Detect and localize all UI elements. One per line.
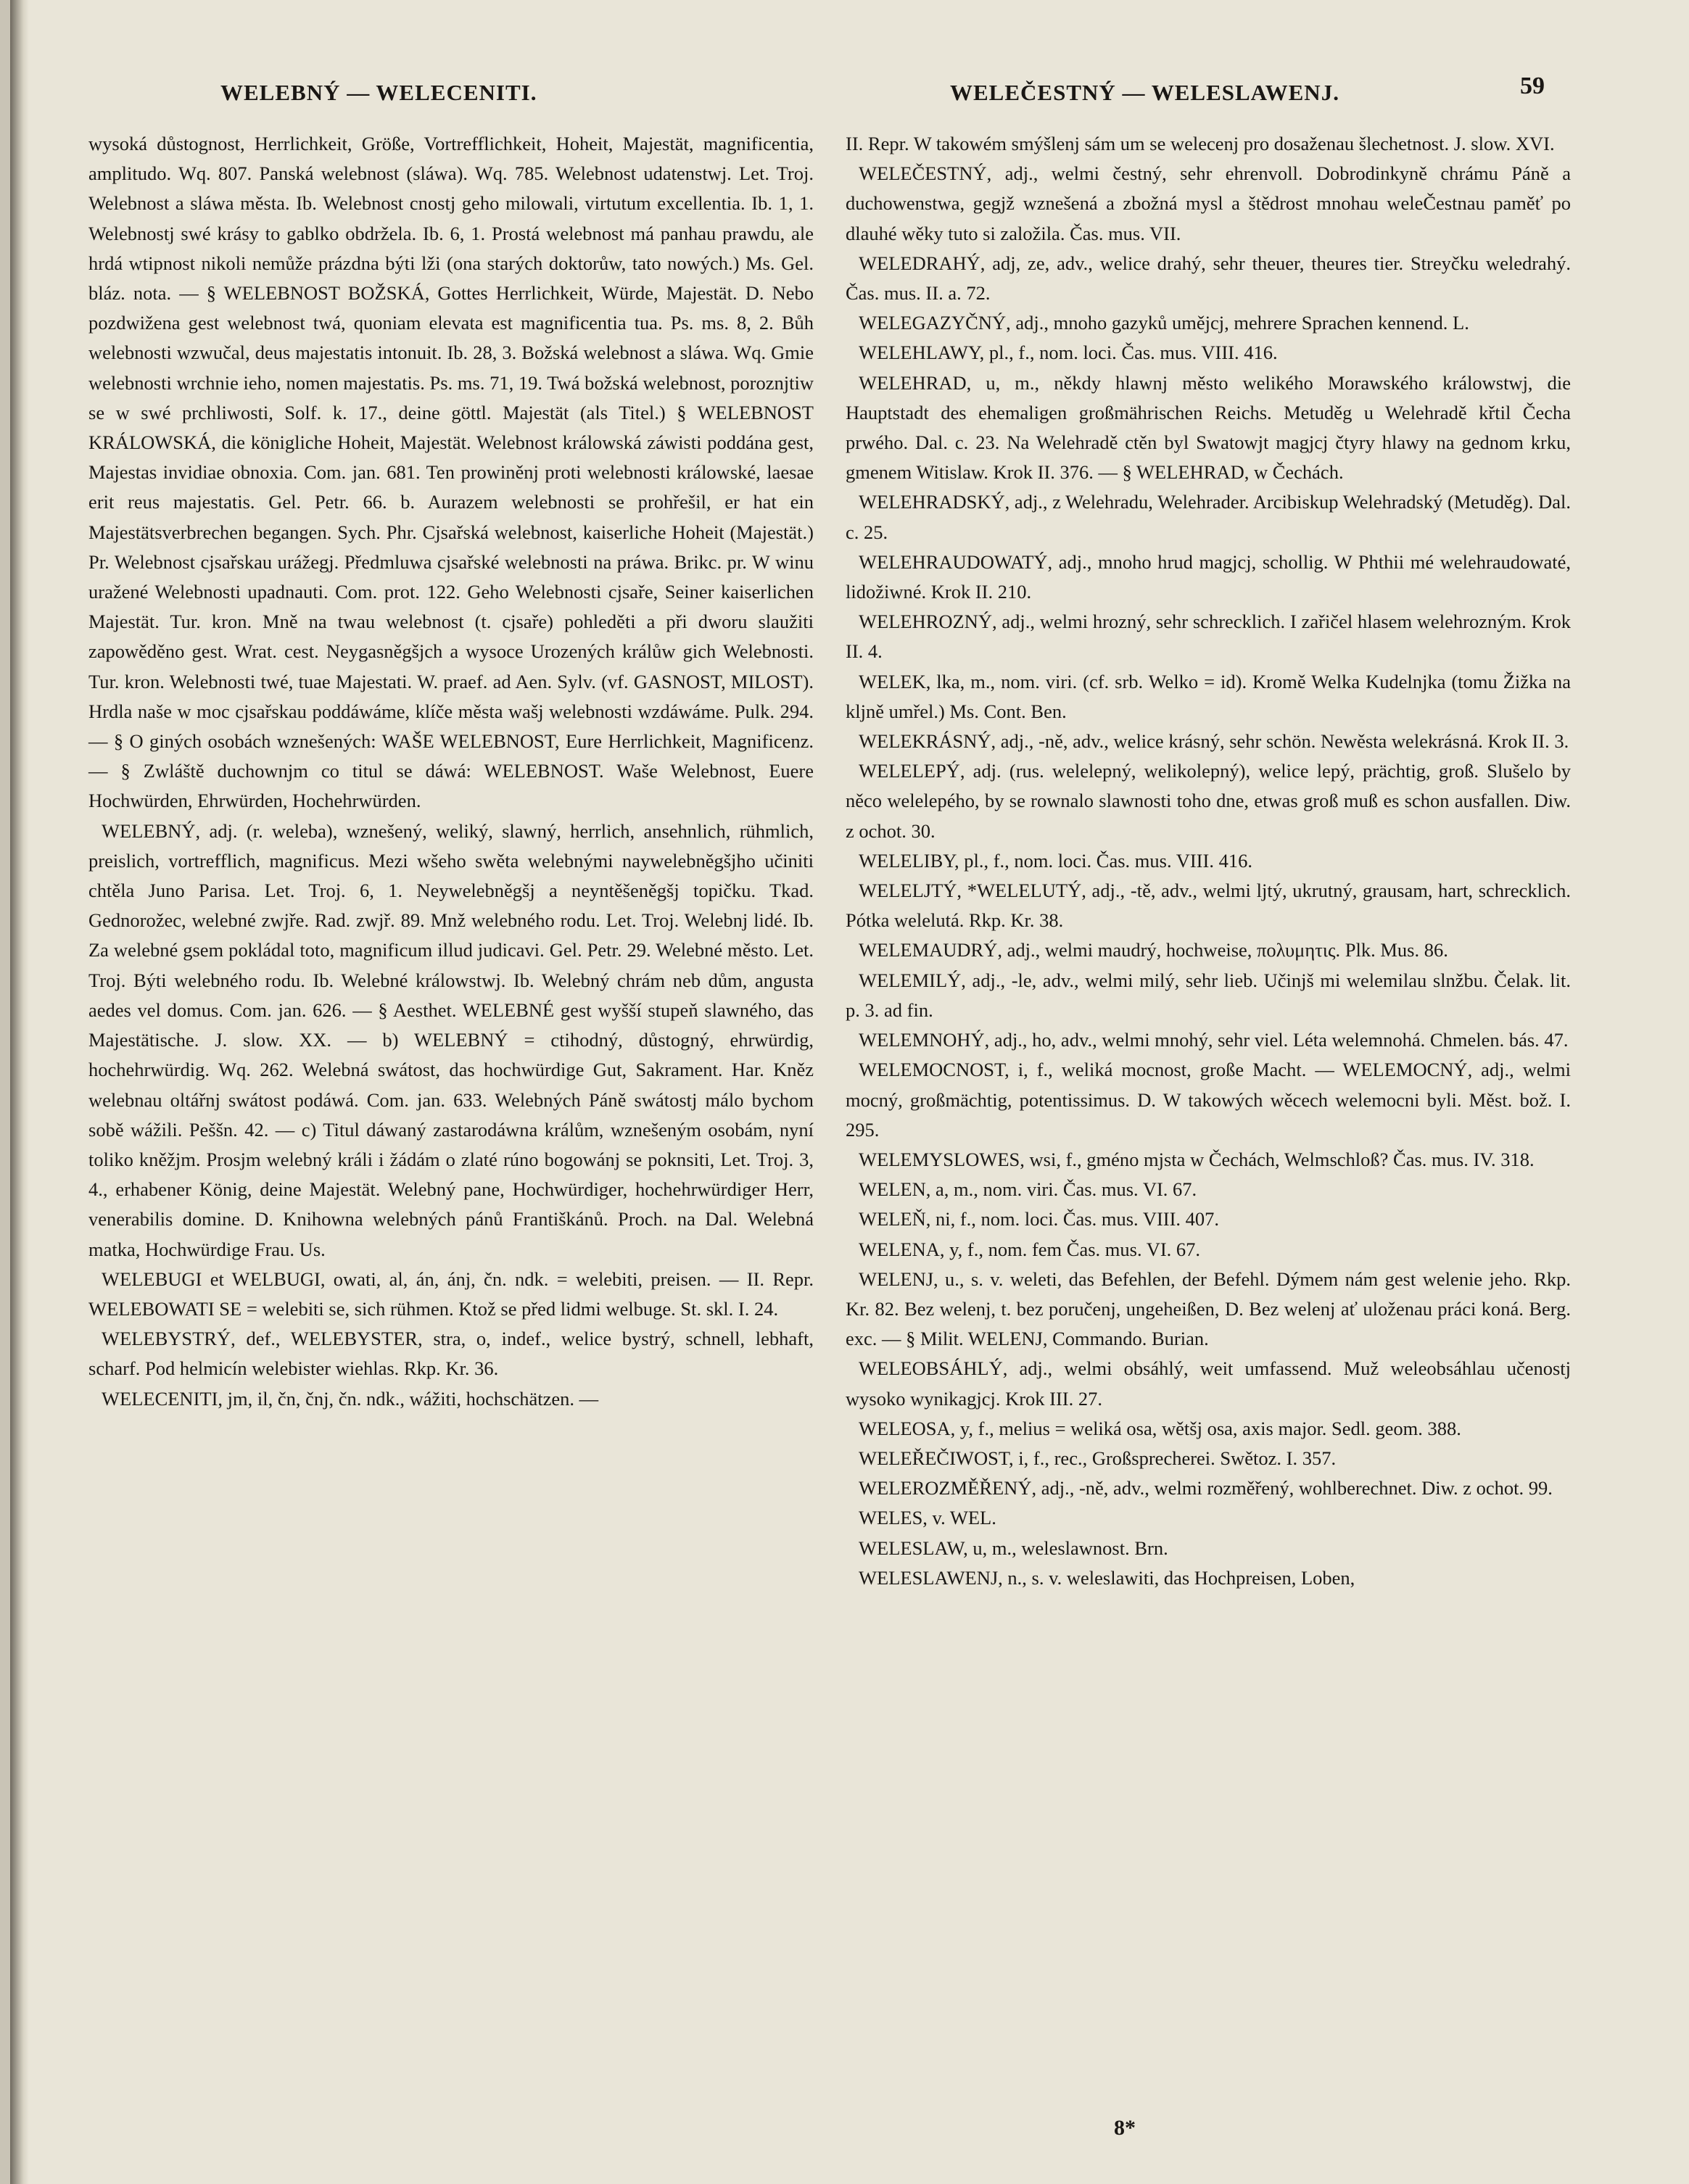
entry-weleceniti: WELECENITI, jm, il, čn, čnj, čn. ndk., wážiti, hochschätzen. — [102, 1387, 599, 1410]
entry-welebystry: WELEBYSTRÝ, def., WELEBYSTER, stra, o, indef., welice bystrý, schnell, lebhaft, scharf. Pod helmicín welebister wiehlas. Rkp. Kr. 36. [88, 1328, 814, 1380]
entry-weledrahy: WELEDRAHÝ, adj, ze, adv., welice drahý, sehr theuer, theures tier. Streyčku weledrahý. Čas. mus. II. a. 72. [846, 252, 1571, 305]
entry-welegazycny: WELEGAZYČNÝ, adj., mnoho gazyků umějcj, mehrere Sprachen kennend. L. [859, 312, 1469, 334]
page-number: 59 [1520, 73, 1545, 99]
entry-welen-loci: WELEŇ, ni, f., nom. loci. Čas. mus. VIII. 407. [859, 1208, 1220, 1230]
entry-welemnohy: WELEMNOHÝ, adj., ho, adv., welmi mnohý, sehr viel. Léta welemnohá. Chmelen. bás. 47. [859, 1029, 1569, 1051]
entry-weles: WELES, v. WEL. [859, 1507, 996, 1529]
entry-welehrad: WELEHRAD, u, m., někdy hlawnj město welikého Morawského králowstwj, die Hauptstadt des ehemaligen großmährischen Reichs. Metuděg u Welehradě křtil Čecha prwého. Dal. c. 23. Na Welehradě ctěn byl Swatowjt magjcj čtyry hlawy na gednom krku, gmenem Witislaw. Krok II. 376. — § WELEHRAD, w Čechách. [846, 371, 1571, 484]
binding-gutter [10, 0, 29, 2184]
entry-welemyslowes: WELEMYSLOWES, wsi, f., gméno mjsta w Čechách, Welmschloß? Čas. mus. IV. 318. [859, 1148, 1535, 1170]
entry-welehrozny: WELEHROZNÝ, adj., welmi hrozný, sehr schrecklich. I zařičel hlasem welehrozným. Krok II. 4. [846, 611, 1571, 663]
entry-welelepy: WELELEPÝ, adj. (rus. welelepný, welikolepný), welice lepý, prächtig, groß. Slušelo by něco welelepého, by se rownalo slawnosti toho dne, etwas groß muß es schon ausfallen. Diw. z ochot. 30. [846, 760, 1571, 842]
entry-welek: WELEK, lka, m., nom. viri. (cf. srb. Welko = id). Kromě Welka Kudelnjka (tomu Žižka na kljně umřel.) Ms. Cont. Ben. [846, 670, 1571, 722]
running-head-left: WELEBNÝ — WELECENITI. [220, 80, 537, 105]
entry-welemaudry: WELEMAUDRÝ, adj., welmi maudrý, hochweise, πολυμητις. Plk. Mus. 86. [859, 939, 1448, 961]
entry-text: wysoká důstognost, Herrlichkeit, Größe, Vortrefflichkeit, Hoheit, Majestät, magnificentia, amplitudo. Wq. 807. Panská welebnost (sláwa). Wq. 785. Welebnost udatenstwj. Let. Troj. Welebnost a sláwa města. Ib. Welebnost cnostj geho milowali, virtutum excellentia. Ib. 1, 1. Welebnostj swé krásy to gablko obdržela. Ib. 6, 1. Prostá welebnost má panhau prawdu, ale hrdá wtipnost nikoli nemůže prázdna býti lži (ona starých doktorůw, tato nowých.) Ms. Gel. bláz. nota. — § WELEBNOST BOŽSKÁ, Gottes Herrlichkeit, Würde, Majestät. D. Nebo pozdwižena gest welebnost twá, quoniam elevata est magnificentia tua. Ps. ms. 8, 2. Bůh welebnosti wzwučal, deus majestatis intonuit. Ib. 28, 3. Božská welebnost a sláwa. Wq. Gmie welebnosti wrchnie ieho, nomen majestatis. Ps. ms. 71, 19. Twá božská welebnost, poroznjtiw se w swé prchliwosti, Solf. k. 17., deine göttl. Majestät (als Titel.) § WELEBNOST KRÁLOWSKÁ, die königliche Hoheit, Majestät. Welebnost králowská záwisti poddána gest, Majestas invidiae obnoxia. Com. jan. 681. Ten prowiněnj proti welebnosti králowské, laesae erit reus majestatis. Gel. Petr. 66. b. Aurazem welebnosti se prohřešil, er hat ein Majestätsverbrechen begangen. Sych. Phr. Cjsařská welebnost, kaiserliche Hoheit (Majestät.) Pr. Welebnost cjsařskau urážegj. Předmluwa cjsařské welebnosti na práwa. Brikc. pr. W winu uražené Welebnosti upadnauti. Com. prot. 122. Geho Welebnosti cjsaře, Seiner kaiserlichen Majestät. Tur. kron. Mně na twau welebnost (t. cjsaře) pohleděti a při dworu slaužiti zapowěděno gest. Wrat. cest. Neygasněgšjch a wysoce Urozených králůw gich Welebnosti. Tur. kron. Welebnosti twé, tuae Majestati. W. praef. ad Aen. Sylv. (vf. GASNOST, MILOST). Hrdla naše w moc cjsařskau poddáwáme, klíče města wašj welebnosti wzdáwáme. Pulk. 294. — § O giných osobách wznešených: WAŠE WELEBNOST, Eure Herrlichkeit, Magnificenz. — § Zwláště duchownjm co titul se dáwá: WELEBNOST. Waše Welebnost, Euere Hochwürden, Ehrwürden, Hochehrwürden. [88, 133, 814, 812]
entry-welehlawy: WELEHLAWY, pl., f., nom. loci. Čas. mus. VIII. 416. [859, 342, 1278, 364]
left-column [88, 129, 814, 1414]
entry-welehraudowaty: WELEHRAUDOWATÝ, adj., mnoho hrud magjcj, schollig. W Phthii mé welehraudowaté, lidožiwné. Krok II. 210. [846, 550, 1571, 603]
entry-welehradsky: WELEHRADSKÝ, adj., z Welehradu, Welehrader. Arcibiskup Welehradský (Metuděg). Dal. c. 25. [846, 491, 1571, 543]
entry-text: II. Repr. W takowém smýšlenj sám um se welecenj pro dosaženau šlechetnost. J. slow. XVI. [846, 133, 1555, 154]
entry-welerozmereny: WELEROZMĚŘENÝ, adj., -ně, adv., welmi rozměřený, wohlberechnet. Diw. z ochot. 99. [859, 1477, 1553, 1500]
entry-welemocnost: WELEMOCNOST, i, f., weliká mocnost, große Macht. — WELEMOCNÝ, adj., welmi mocný, großmächtig, potentissimus. D. W takowých wěcech welemocni byli. Měst. bož. I. 295. [846, 1059, 1571, 1141]
entry-welebugi: WELEBUGI et WELBUGI, owati, al, án, ánj, čn. ndk. = welebiti, preisen. — II. Repr. WELEBOWATI SE = welebiti se, sich rühmen. Ktož se před lidmi welbuge. St. skl. I. 24. [88, 1267, 814, 1320]
right-column [846, 129, 1571, 1593]
entry-welecestny: WELEČESTNÝ, adj., welmi čestný, sehr ehrenvoll. Dobrodinkyně chrámu Páně a duchowenstwa, gegjž wznešená a zbožná mysl a štědrost mnohau weleČestnau paměť po dlauhé wěky tuto si založila. Čas. mus. VII. [846, 162, 1571, 244]
entry-welena: WELENA, y, f., nom. fem Čas. mus. VI. 67. [859, 1238, 1201, 1260]
entry-welebny: WELEBNÝ, adj. (r. weleba), wznešený, weliký, slawný, herrlich, ansehnlich, rühmlich, preislich, vortrefflich, magnificus. Mezi wšeho swěta welebnými naywelebněgšjho učiniti chtěla Juno Parisa. Let. Troj. 6, 1. Neywelebněgšj a neyntěšeněgšj topičku. Tkad. Gednorožec, welebné zwjře. Rad. zwjř. 89. Mnž welebného rodu. Let. Troj. Welebnj lidé. Ib. Za welebné gsem pokládal toto, magnificum illud judicavi. Gel. Petr. 29. Welebné město. Let. Troj. Býti welebného rodu. Ib. Welebné králowstwj. Ib. Welebný chrám neb dům, angusta aedes vel domus. Com. jan. 626. — § Aesthet. WELEBNÉ gest wyšší stupeň slawného, das Majestätische. J. slow. XX. — b) WELEBNÝ = ctihodný, důstogný, ehrwürdig, hochehrwürdig. Wq. 262. Welebná swátost, das hochwürdige Gut, Sakrament. Har. Kněz welebnau oltářnj swátost podáwá. Com. jan. 633. Welebných Páně swátostj málo bychom sobě wážili. Peššn. 42. — c) Titul dáwaný zastarodáwna králům, wznešeným osobám, nyní toliko kněžjm. Prosjm welebný králi i žádám o zlaté rúno bogowánj se poknsiti, Let. Troj. 3, 4., erhabener König, deine Majestät. Welebný pane, Hochwürdiger, hochehrwürdiger Herr, venerabilis domine. D. Knihowna welebných pánů Františkánů. Proch. na Dal. Welebná matka, Hochwürdige Frau. Us. [88, 819, 814, 1260]
entry-weleslawenj: WELESLAWENJ, n., s. v. weleslawiti, das Hochpreisen, Loben, [859, 1566, 1355, 1589]
running-head-right: WELEČESTNÝ — WELESLAWENJ. [950, 80, 1339, 105]
entry-welen: WELEN, a, m., nom. viri. Čas. mus. VI. 67. [859, 1178, 1197, 1201]
entry-weleslaw: WELESLAW, u, m., weleslawnost. Brn. [859, 1536, 1168, 1559]
entry-weleljty: WELELJTÝ, *WELELUTÝ, adj., -tě, adv., welmi ljtý, ukrutný, grausam, hart, schrecklich. Pótka welelutá. Rkp. Kr. 38. [846, 880, 1571, 932]
entry-welereciwost: WELEŘEČIWOST, i, f., rec., Großsprecherei. Swětoz. I. 357. [859, 1447, 1337, 1469]
entry-welenj: WELENJ, u., s. v. weleti, das Befehlen, der Befehl. Dýmem nám gest welenie jeho. Rkp. Kr. 82. Bez welenj, t. bez poručenj, ungeheißen, D. Bez welenj ať uloženau práci koná. Berg. exc. — § Milit. WELENJ, Commando. Burian. [846, 1267, 1571, 1350]
signature-mark: 8* [1114, 2116, 1136, 2140]
entry-weleosa: WELEOSA, y, f., melius = weliká osa, wětšj osa, axis major. Sedl. geom. 388. [859, 1417, 1461, 1439]
entry-weleobsahly: WELEOBSÁHLÝ, adj., welmi obsáhlý, weit umfassend. Muž weleobsáhlau učenostj wysoko wynikagjcj. Krok III. 27. [846, 1357, 1571, 1410]
entry-weleliby: WELELIBY, pl., f., nom. loci. Čas. mus. VIII. 416. [859, 849, 1252, 872]
entry-welemily: WELEMILÝ, adj., -le, adv., welmi milý, sehr lieb. Učinjš mi welemilau slnžbu. Čelak. lit. p. 3. ad fin. [846, 969, 1571, 1021]
entry-welekrasny: WELEKRÁSNÝ, adj., -ně, adv., welice krásný, sehr schön. Newěsta welekrásná. Krok II. 3. [859, 730, 1569, 753]
dictionary-page [10, 0, 1689, 2184]
